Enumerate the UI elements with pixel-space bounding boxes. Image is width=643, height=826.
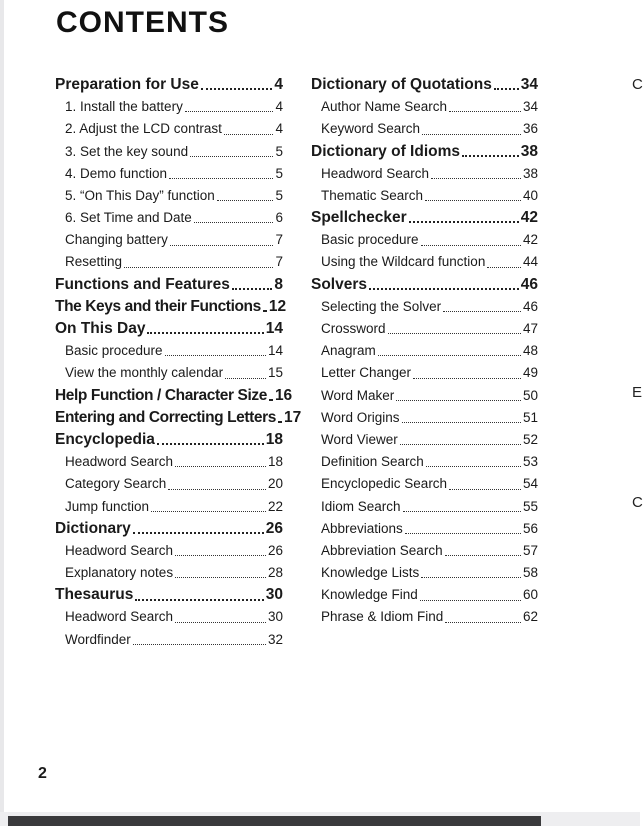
toc-entry[interactable] xyxy=(311,407,538,429)
toc-entry-page: 4 xyxy=(275,99,283,115)
toc-entry-label: Word Viewer xyxy=(321,431,398,447)
toc-entry-page: 18 xyxy=(265,430,283,448)
toc-entry-label: Functions and Features xyxy=(55,275,230,293)
toc-entry[interactable] xyxy=(311,118,538,140)
toc-entry[interactable] xyxy=(311,496,538,518)
toc-entry-page: 32 xyxy=(267,631,283,647)
toc-entry-page: 50 xyxy=(522,387,538,403)
toc-entry-label: Definition Search xyxy=(321,454,424,470)
toc-entry-label: Resetting xyxy=(65,254,123,270)
toc-entry-page: 7 xyxy=(275,232,283,248)
dot-leader xyxy=(278,421,282,423)
cut-off-edge-letter: C xyxy=(632,494,643,511)
toc-entry-label: 2. Adjust the LCD contrast xyxy=(65,121,222,137)
toc-entry[interactable] xyxy=(311,207,538,229)
toc-entry[interactable] xyxy=(311,584,538,606)
dot-leader xyxy=(494,88,519,90)
dot-leader xyxy=(165,355,266,356)
toc-entry[interactable] xyxy=(55,473,283,495)
dot-leader xyxy=(403,511,521,512)
toc-entry-label: Headword Search xyxy=(321,165,430,181)
toc-column-left xyxy=(55,74,302,651)
toc-entry-label: Using the Wildcard function xyxy=(321,254,486,270)
toc-entry-label: Author Name Search xyxy=(321,99,448,115)
toc-entry-page: 15 xyxy=(267,365,283,381)
toc-entry[interactable] xyxy=(311,229,538,251)
dot-leader xyxy=(405,533,521,534)
toc-entry-page: 34 xyxy=(522,99,538,115)
dot-leader xyxy=(224,134,274,135)
dot-leader xyxy=(175,555,266,556)
toc-entry-label: Dictionary of Idioms xyxy=(311,142,460,160)
dot-leader xyxy=(422,134,521,135)
toc-entry-label: Idiom Search xyxy=(321,498,401,514)
toc-entry-page: 8 xyxy=(274,275,283,293)
toc-entry-page: 5 xyxy=(275,187,283,203)
toc-entry-label: Preparation for Use xyxy=(55,75,199,93)
toc-entry[interactable] xyxy=(55,584,283,606)
dot-leader xyxy=(147,332,263,334)
toc-entry[interactable] xyxy=(55,340,283,362)
dot-leader xyxy=(185,111,274,112)
toc-entry-page: 57 xyxy=(522,542,538,558)
dot-leader xyxy=(449,489,521,490)
toc-entry-label: Explanatory notes xyxy=(65,565,174,581)
cut-off-edge-letter: C xyxy=(632,76,643,93)
toc-entry-label: Category Search xyxy=(65,476,167,492)
toc-entry[interactable] xyxy=(311,607,538,629)
toc-entry-label: Entering and Correcting Letters xyxy=(55,408,276,426)
toc-entry-label: Knowledge Lists xyxy=(321,565,420,581)
toc-entry-label: Solvers xyxy=(311,275,368,293)
toc-entry[interactable] xyxy=(55,163,283,185)
toc-entry[interactable] xyxy=(311,185,538,207)
toc-entry-page: 12 xyxy=(268,297,287,315)
toc-entry-label: 3. Set the key sound xyxy=(65,143,189,159)
toc-entry[interactable] xyxy=(311,562,538,584)
toc-entry[interactable] xyxy=(311,296,538,318)
toc-entry[interactable] xyxy=(55,362,283,384)
toc-entry[interactable] xyxy=(311,451,538,473)
page-number: 2 xyxy=(38,765,47,782)
toc-entry-page: 38 xyxy=(520,142,538,160)
toc-entry[interactable] xyxy=(311,340,538,362)
toc-entry-page: 44 xyxy=(522,254,538,270)
dot-leader xyxy=(487,267,521,268)
toc-entry[interactable] xyxy=(55,141,283,163)
toc-entry-label: Headword Search xyxy=(65,454,174,470)
dot-leader xyxy=(388,333,521,334)
toc-entry[interactable] xyxy=(55,407,302,429)
toc-entry[interactable] xyxy=(55,429,283,451)
toc-entry-label: Selecting the Solver xyxy=(321,298,442,314)
toc-entry-label: Phrase & Idiom Find xyxy=(321,609,444,625)
dot-leader xyxy=(400,444,521,445)
toc-entry-page: 56 xyxy=(522,520,538,536)
dot-leader xyxy=(421,577,521,578)
toc-entry-page: 36 xyxy=(522,121,538,137)
toc-entry-page: 48 xyxy=(522,343,538,359)
dot-leader xyxy=(425,200,521,201)
toc-entry[interactable] xyxy=(311,540,538,562)
toc-entry-label: Headword Search xyxy=(65,542,174,558)
dot-leader xyxy=(263,310,267,312)
dot-leader xyxy=(445,622,521,623)
dot-leader xyxy=(133,644,266,645)
toc-entry-label: 5. “On This Day” function xyxy=(65,187,215,203)
dot-leader xyxy=(157,443,264,445)
toc-entry-label: 6. Set Time and Date xyxy=(65,210,192,226)
toc-entry[interactable] xyxy=(311,362,538,384)
toc-entry-page: 4 xyxy=(274,75,283,93)
toc-entry[interactable] xyxy=(55,518,283,540)
toc-entry-page: 62 xyxy=(522,609,538,625)
dot-leader xyxy=(225,378,266,379)
dot-leader xyxy=(232,288,273,290)
toc-entry-page: 54 xyxy=(522,476,538,492)
dot-leader xyxy=(378,355,521,356)
toc-entry-page: 30 xyxy=(265,586,283,604)
toc-entry-label: Basic procedure xyxy=(321,232,419,248)
toc-entry[interactable] xyxy=(311,74,538,96)
toc-entry-page: 26 xyxy=(267,542,283,558)
dot-leader xyxy=(133,532,264,534)
dot-leader xyxy=(175,466,266,467)
toc-entry[interactable] xyxy=(55,74,283,96)
toc-entry[interactable] xyxy=(311,318,538,340)
toc-entry-label: Anagram xyxy=(321,343,376,359)
toc-entry[interactable] xyxy=(55,296,287,318)
toc-entry-label: Headword Search xyxy=(65,609,174,625)
toc-entry-page: 4 xyxy=(275,121,283,137)
toc-entry-page: 14 xyxy=(267,343,283,359)
toc-entry-page: 55 xyxy=(522,498,538,514)
toc-entry-page: 40 xyxy=(522,187,538,203)
toc-entry-page: 5 xyxy=(275,165,283,181)
toc-entry[interactable] xyxy=(55,318,283,340)
toc-entry[interactable] xyxy=(311,473,538,495)
toc-entry-page: 47 xyxy=(522,321,538,337)
toc-entry-page: 34 xyxy=(520,75,538,93)
toc-entry-page: 16 xyxy=(274,386,293,404)
toc-entry-page: 42 xyxy=(522,232,538,248)
toc-entry-label: The Keys and their Functions xyxy=(55,297,261,315)
toc-entry-label: Abbreviations xyxy=(321,520,403,536)
toc-entry-page: 51 xyxy=(522,409,538,425)
toc-entry-page: 53 xyxy=(522,454,538,470)
toc-entry-page: 28 xyxy=(267,565,283,581)
dot-leader xyxy=(194,222,274,223)
toc-entry-page: 5 xyxy=(275,143,283,159)
toc-entry-page: 49 xyxy=(522,365,538,381)
toc-entry[interactable] xyxy=(311,274,538,296)
dot-leader xyxy=(431,178,521,179)
toc-entry[interactable] xyxy=(55,496,283,518)
toc-entry[interactable] xyxy=(311,96,538,118)
dot-leader xyxy=(402,422,521,423)
toc-entry[interactable] xyxy=(55,540,283,562)
dot-leader xyxy=(169,178,273,179)
dot-leader xyxy=(421,245,521,246)
dot-leader xyxy=(190,156,273,157)
toc-entry-page: 58 xyxy=(522,565,538,581)
toc-entry[interactable] xyxy=(55,252,283,274)
toc-entry-page: 60 xyxy=(522,587,538,603)
dot-leader xyxy=(201,88,273,90)
page-edge-rule xyxy=(0,0,4,812)
dot-leader xyxy=(409,221,519,223)
toc-entry[interactable] xyxy=(311,518,538,540)
toc-entry-label: Dictionary of Quotations xyxy=(311,75,492,93)
toc-entry-page: 18 xyxy=(267,454,283,470)
viewer-scroll-thumb[interactable] xyxy=(8,816,541,826)
toc-entry-label: Thesaurus xyxy=(55,586,134,604)
toc-entry-label: Dictionary xyxy=(55,519,131,537)
dot-leader xyxy=(443,311,521,312)
toc-entry[interactable] xyxy=(55,607,283,629)
dot-leader xyxy=(413,378,521,379)
dot-leader xyxy=(135,599,263,601)
toc-entry-label: Crossword xyxy=(321,321,386,337)
dot-leader xyxy=(269,399,273,401)
toc-entry-label: Thematic Search xyxy=(321,187,424,203)
toc-entry-label: Knowledge Find xyxy=(321,587,418,603)
toc-entry[interactable] xyxy=(55,274,283,296)
toc-entry-page: 14 xyxy=(265,320,283,338)
toc-entry-label: Help Function / Character Size xyxy=(55,386,267,404)
toc-entry-label: Encyclopedic Search xyxy=(321,476,448,492)
dot-leader xyxy=(445,555,521,556)
dot-leader xyxy=(449,111,521,112)
toc-entry-page: 38 xyxy=(522,165,538,181)
toc-entry[interactable] xyxy=(311,385,538,407)
toc-entry-page: 46 xyxy=(520,275,538,293)
dot-leader xyxy=(462,155,519,157)
toc-entry-label: Letter Changer xyxy=(321,365,412,381)
toc-entry[interactable] xyxy=(55,207,283,229)
dot-leader xyxy=(151,511,266,512)
toc-entry-label: View the monthly calendar xyxy=(65,365,224,381)
toc-entry-page: 26 xyxy=(265,519,283,537)
cut-off-edge-letter: E xyxy=(632,384,643,401)
dot-leader xyxy=(124,267,273,268)
toc-entry-page: 6 xyxy=(275,210,283,226)
viewer-bottom-bar xyxy=(0,812,640,826)
toc-entry-page: 7 xyxy=(275,254,283,270)
toc-entry[interactable] xyxy=(55,96,283,118)
dot-leader xyxy=(426,466,521,467)
toc-entry-label: 4. Demo function xyxy=(65,165,168,181)
toc-entry[interactable] xyxy=(55,385,293,407)
dot-leader xyxy=(396,400,521,401)
dot-leader xyxy=(369,288,519,290)
dot-leader xyxy=(170,245,274,246)
toc-entry-label: Changing battery xyxy=(65,232,168,248)
dot-leader xyxy=(175,577,266,578)
page-title: CONTENTS xyxy=(56,6,229,39)
toc-column-middle xyxy=(311,74,538,629)
toc-entry-label: Spellchecker xyxy=(311,209,407,227)
toc-entry-page: 30 xyxy=(267,609,283,625)
toc-entry-label: Wordfinder xyxy=(65,631,131,647)
toc-entry-page: 52 xyxy=(522,431,538,447)
toc-entry[interactable] xyxy=(55,118,283,140)
toc-entry-label: Keyword Search xyxy=(321,121,421,137)
toc-entry-label: Word Maker xyxy=(321,387,395,403)
toc-entry[interactable] xyxy=(311,429,538,451)
toc-entry[interactable] xyxy=(55,185,283,207)
toc-entry-label: Abbreviation Search xyxy=(321,542,443,558)
toc-entry[interactable] xyxy=(311,141,538,163)
toc-entry-page: 20 xyxy=(267,476,283,492)
toc-entry-label: Basic procedure xyxy=(65,343,163,359)
toc-entry-page: 42 xyxy=(520,209,538,227)
toc-entry[interactable] xyxy=(55,562,283,584)
toc-entry-label: 1. Install the battery xyxy=(65,99,183,115)
toc-entry-page: 22 xyxy=(267,498,283,514)
toc-entry[interactable] xyxy=(55,229,283,251)
toc-entry[interactable] xyxy=(311,252,538,274)
toc-entry-label: On This Day xyxy=(55,320,146,338)
toc-entry[interactable] xyxy=(311,163,538,185)
toc-entry[interactable] xyxy=(55,629,283,651)
toc-entry-label: Word Origins xyxy=(321,409,400,425)
toc-entry[interactable] xyxy=(55,451,283,473)
dot-leader xyxy=(175,622,266,623)
toc-entry-page: 17 xyxy=(284,408,302,426)
dot-leader xyxy=(168,489,266,490)
dot-leader xyxy=(217,200,274,201)
dot-leader xyxy=(420,600,521,601)
toc-entry-label: Encyclopedia xyxy=(55,430,155,448)
toc-entry-page: 46 xyxy=(522,298,538,314)
toc-entry-label: Jump function xyxy=(65,498,150,514)
